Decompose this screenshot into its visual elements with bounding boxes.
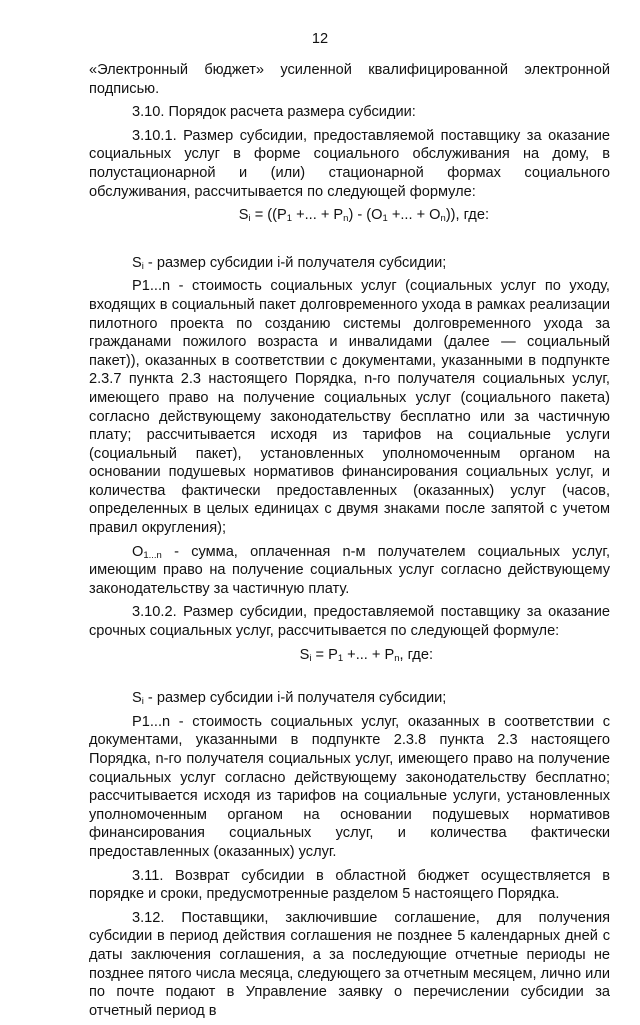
definition-o: $O_{1...n}$ - сумма, оплаченная n-м получателем социальных услуг, имеющим право на получение социальных услуг согласно действующему законодательству за частичную плату. [89,543,610,597]
paragraph-3-10-1: 3.10.1. Размер субсидии, предоставляемой поставщику за оказание социальных услуг в форме социального обслуживания на дому, в полустационарной и (или) стационарной формах социального обслуживания, рассчитывается по следующей формуле: [89,127,610,200]
page-number: 12 [311,31,329,47]
definition-p-2: P1...n - стоимость социальных услуг, оказанных в соответствии с документами, указанными в подпункте 2.3.8 пункта 2.3 настоящего Порядка, n-го получателя социальных услуг, имеющего право на получение социальных услуг согласно действующему законодательству бесплатно; рассчитывается исходя из тарифов на социальные услуги, установленных уполномоченным органом на основании подушевых нормативов финансирования социальных услуг, и количества фактически предоставленных (оказанных) услуг. [89,713,610,860]
definition-si: $S_i$ - размер субсидии i-й получателя субсидии; [132,254,447,272]
definition-si-2: $S_i$ - размер субсидии i-й получателя субсидии; [132,690,447,708]
paragraph-3-10: 3.10. Порядок расчета размера субсидии: [132,104,416,121]
formula-subsidy-1: $S_i = ((P_1$ +... + $P_n) - (O_1$ +... + $O_n$)), где: [238,207,489,225]
spacer [89,230,610,254]
paragraph-3-12: 3.12. Поставщики, заключившие соглашение, для получения субсидии в период действия соглашения не позднее 5 календарных дней с даты заключения соглашения, а за последующие отчетные периоды не позднее пятого числа месяца, следующего за отчетным месяцем, лично или по почте подают в Управление заявку о перечислении субсидии за отчетный период в [89,909,610,1019]
document-body [89,61,610,1025]
spacer [89,669,610,689]
definition-p: P1...n - стоимость социальных услуг (социальных услуг по уходу, входящих в социальный пакет долговременного ухода в рамках реализации пилотного проекта по созданию системы долговременного ухода за гражданами пожилого возраста и инвалидами (далее — социальный пакет)), оказанных в соответствии с документами, указанными в подпункте 2.3.7 пункта 2.3 настоящего Порядка, n-го получателя социальных услуг, имеющего право на получение социальных услуг (социального пакета) согласно действующему законодательству бесплатно или за частичную плату; рассчитывается исходя из тарифов на социальные услуги (социальный пакет), установленных уполномоченным органом на основании подушевых нормативов финансирования социальных услуг, и количества фактически предоставленных (оказанных) услуг (часов, определенных в целых единицах с двумя знаками после запятой с учетом правил округления); [89,278,610,537]
paragraph-3-10-2: 3.10.2. Размер субсидии, предоставляемой поставщику за оказание срочных социальных услуг, рассчитывается по следующей формуле: [89,604,610,640]
paragraph-3-11: 3.11. Возврат субсидии в областной бюджет осуществляется в порядке и сроки, предусмотренные разделом 5 настоящего Порядка. [89,867,610,903]
paragraph-signature-continuation: «Электронный бюджет» усиленной квалифицированной электронной подписью. [89,62,610,97]
formula-subsidy-2: $S_i = P_1$ +... + $P_n$, где: [299,646,433,664]
